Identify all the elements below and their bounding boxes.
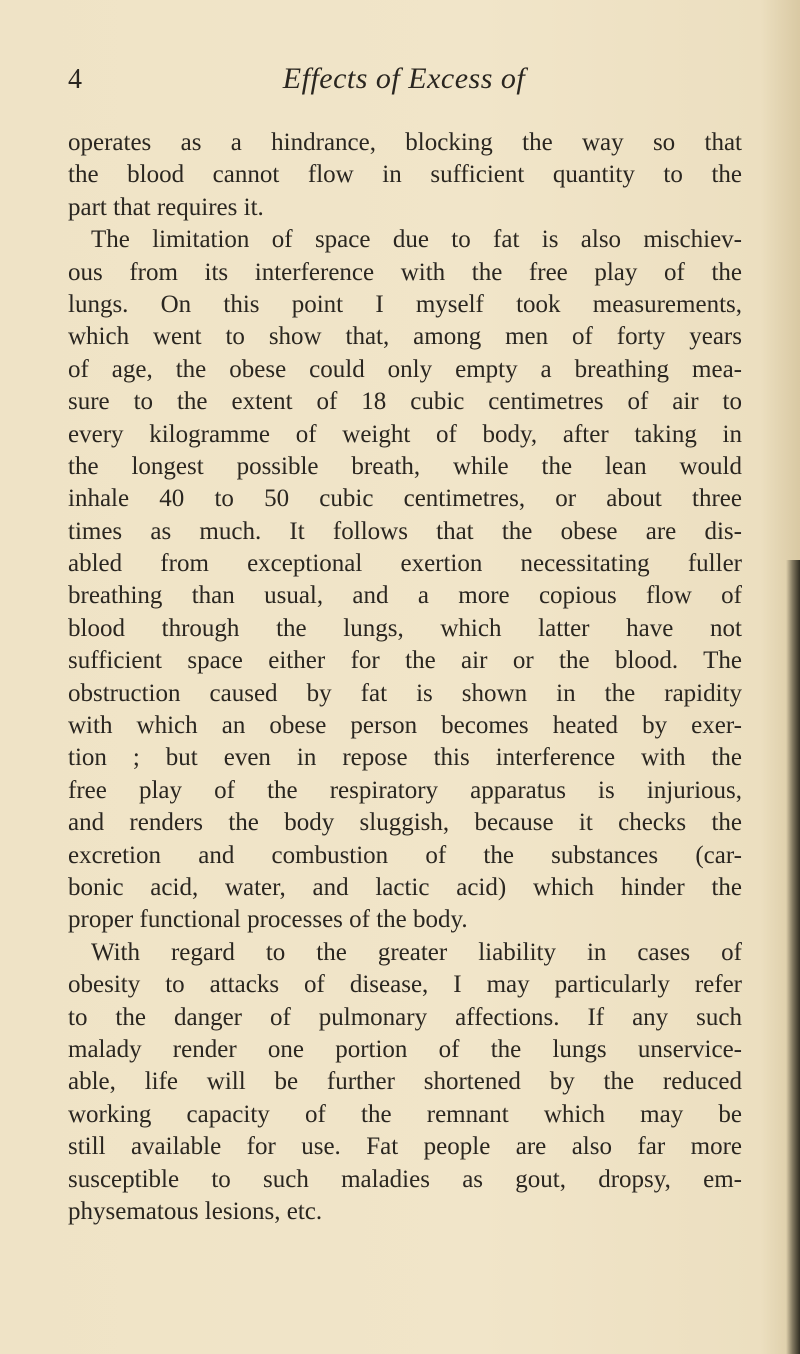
text-line: working capacity of the remnant which may be [68, 1100, 742, 1128]
text-line: susceptible to such maladies as gout, dropsy, em- [68, 1165, 742, 1193]
text-line: able, life will be further shortened by the reduced [68, 1068, 742, 1096]
text-line: breathing than usual, and a more copious flow of [68, 582, 742, 610]
text-line: lungs. On this point I myself took measurements, [68, 290, 742, 318]
text-line: obesity to attacks of disease, I may particularly refer [68, 971, 742, 999]
text-line: inhale 40 to 50 cubic centimetres, or about three [68, 485, 742, 513]
text-line: and renders the body sluggish, because it checks the [68, 809, 742, 837]
text-line: times as much. It follows that the obese are dis- [68, 517, 742, 545]
text-line: part that requires it. [68, 193, 264, 221]
text-line: the longest possible breath, while the lean would [68, 452, 742, 480]
text-line: malady render one portion of the lungs unservice- [68, 1035, 742, 1063]
text-line: with which an obese person becomes heated by exer- [68, 712, 742, 740]
text-line: excretion and combustion of the substances (car- [68, 841, 742, 869]
page-edge-shadow [786, 560, 800, 1354]
text-line: blood through the lungs, which latter have not [68, 614, 742, 642]
text-line: abled from exceptional exertion necessitating fuller [68, 550, 742, 578]
text-line: sure to the extent of 18 cubic centimetres of air to [68, 388, 742, 416]
text-line: With regard to the greater liability in cases of [91, 938, 742, 966]
text-line: obstruction caused by fat is shown in the rapidity [68, 679, 742, 707]
page-number: 4 [68, 64, 82, 95]
text-line: tion ; but even in repose this interference with the [68, 744, 742, 772]
text-line: the blood cannot flow in sufficient quantity to the [68, 161, 742, 189]
page-header [68, 62, 740, 102]
body-text [68, 127, 742, 1228]
text-line: bonic acid, water, and lactic acid) which hinder the [68, 873, 742, 901]
text-line: The limitation of space due to fat is also mischiev- [91, 226, 742, 254]
running-head: Effects of Excess of [282, 62, 526, 95]
text-line: every kilogramme of weight of body, after taking in [68, 420, 742, 448]
text-line: still available for use. Fat people are also far more [68, 1133, 742, 1161]
text-line: free play of the respiratory apparatus is injurious, [68, 776, 742, 804]
text-line: physematous lesions, etc. [68, 1197, 323, 1225]
text-line: of age, the obese could only empty a breathing mea- [68, 355, 742, 383]
text-line: to the danger of pulmonary affections. If any such [68, 1003, 742, 1031]
text-line: operates as a hindrance, blocking the way so that [68, 129, 742, 156]
text-line: ous from its interference with the free play of the [68, 258, 742, 286]
text-line: which went to show that, among men of forty years [68, 323, 742, 351]
text-line: sufficient space either for the air or the blood. The [68, 647, 742, 675]
text-line: proper functional processes of the body. [68, 906, 468, 934]
